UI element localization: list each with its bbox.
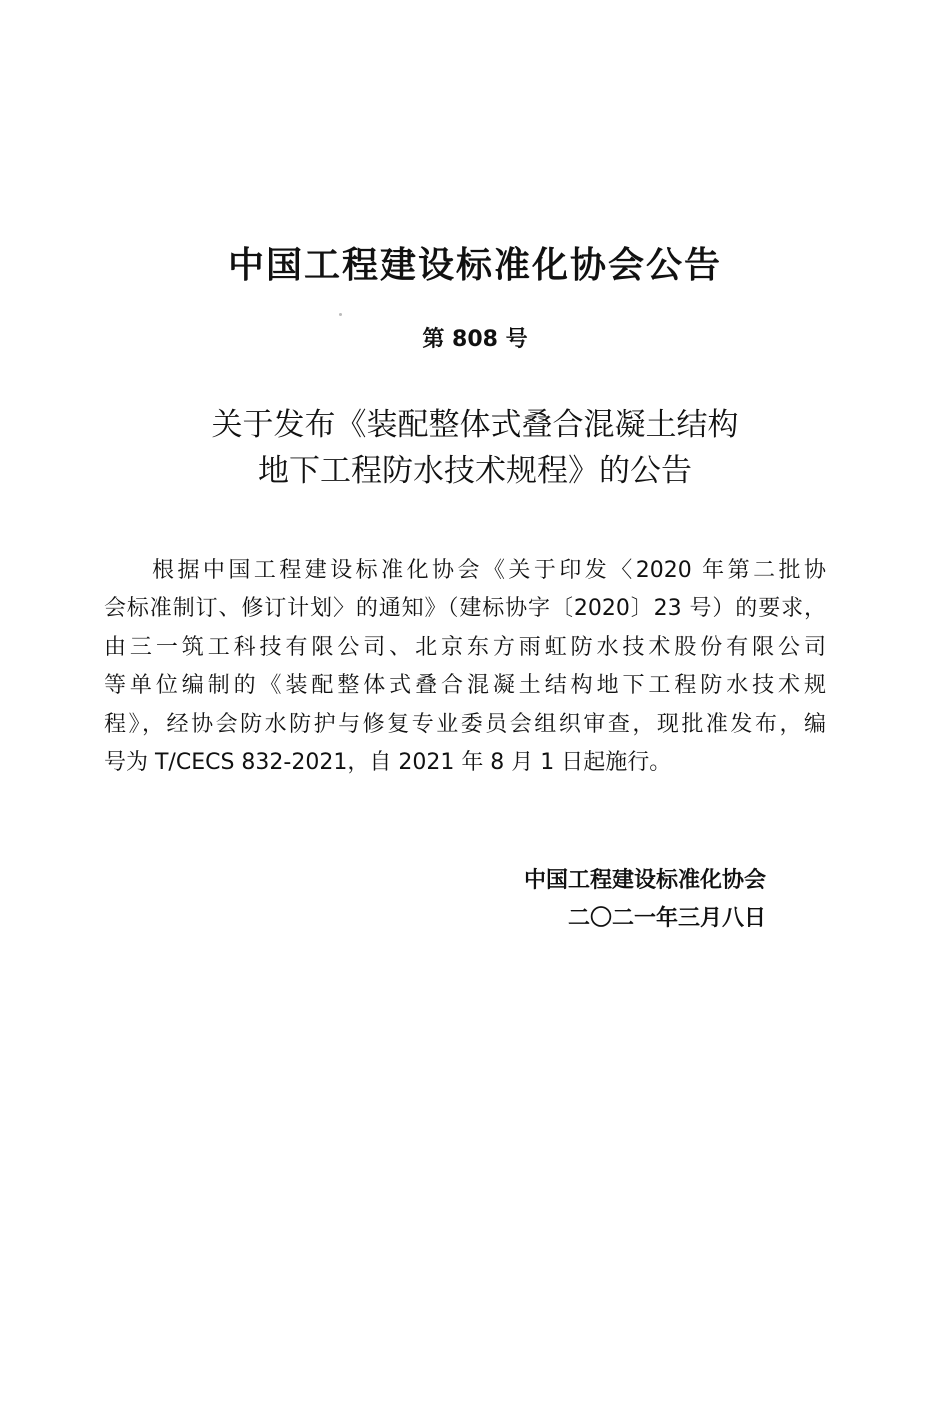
body-line: 由三一筑工科技有限公司、北京东方雨虹防水技术股份有限公司 (104, 634, 826, 660)
subject-line-2: 地下工程防水技术规程》的公告 (258, 453, 692, 489)
scan-speck (339, 313, 342, 316)
signature-organization: 中国工程建设标准化协会 (523, 868, 766, 893)
announcement-subject (0, 402, 950, 494)
body-line: 会标准制订、修订计划〉的通知》（建标协字〔2020〕23 号）的要求， (104, 596, 826, 622)
organization-title: 中国工程建设标准化协会公告 (227, 245, 722, 286)
body-line: 根据中国工程建设标准化协会《关于印发〈2020 年第二批协 (152, 558, 826, 583)
announcement-body (104, 552, 826, 782)
announcement-number: 第 808 号 (422, 327, 528, 352)
body-line: 号为 T/CECS 832-2021，自 2021 年 8 月 1 日起施行。 (104, 750, 672, 776)
body-line: 程》，经协会防水防护与修复专业委员会组织审查，现批准发布，编 (104, 711, 826, 737)
subject-line-1: 关于发布《装配整体式叠合混凝土结构 (211, 407, 739, 443)
signature-date: 二〇二一年三月八日 (567, 906, 766, 931)
signature-block (524, 862, 766, 938)
body-line: 等单位编制的《装配整体式叠合混凝土结构地下工程防水技术规 (104, 673, 826, 699)
